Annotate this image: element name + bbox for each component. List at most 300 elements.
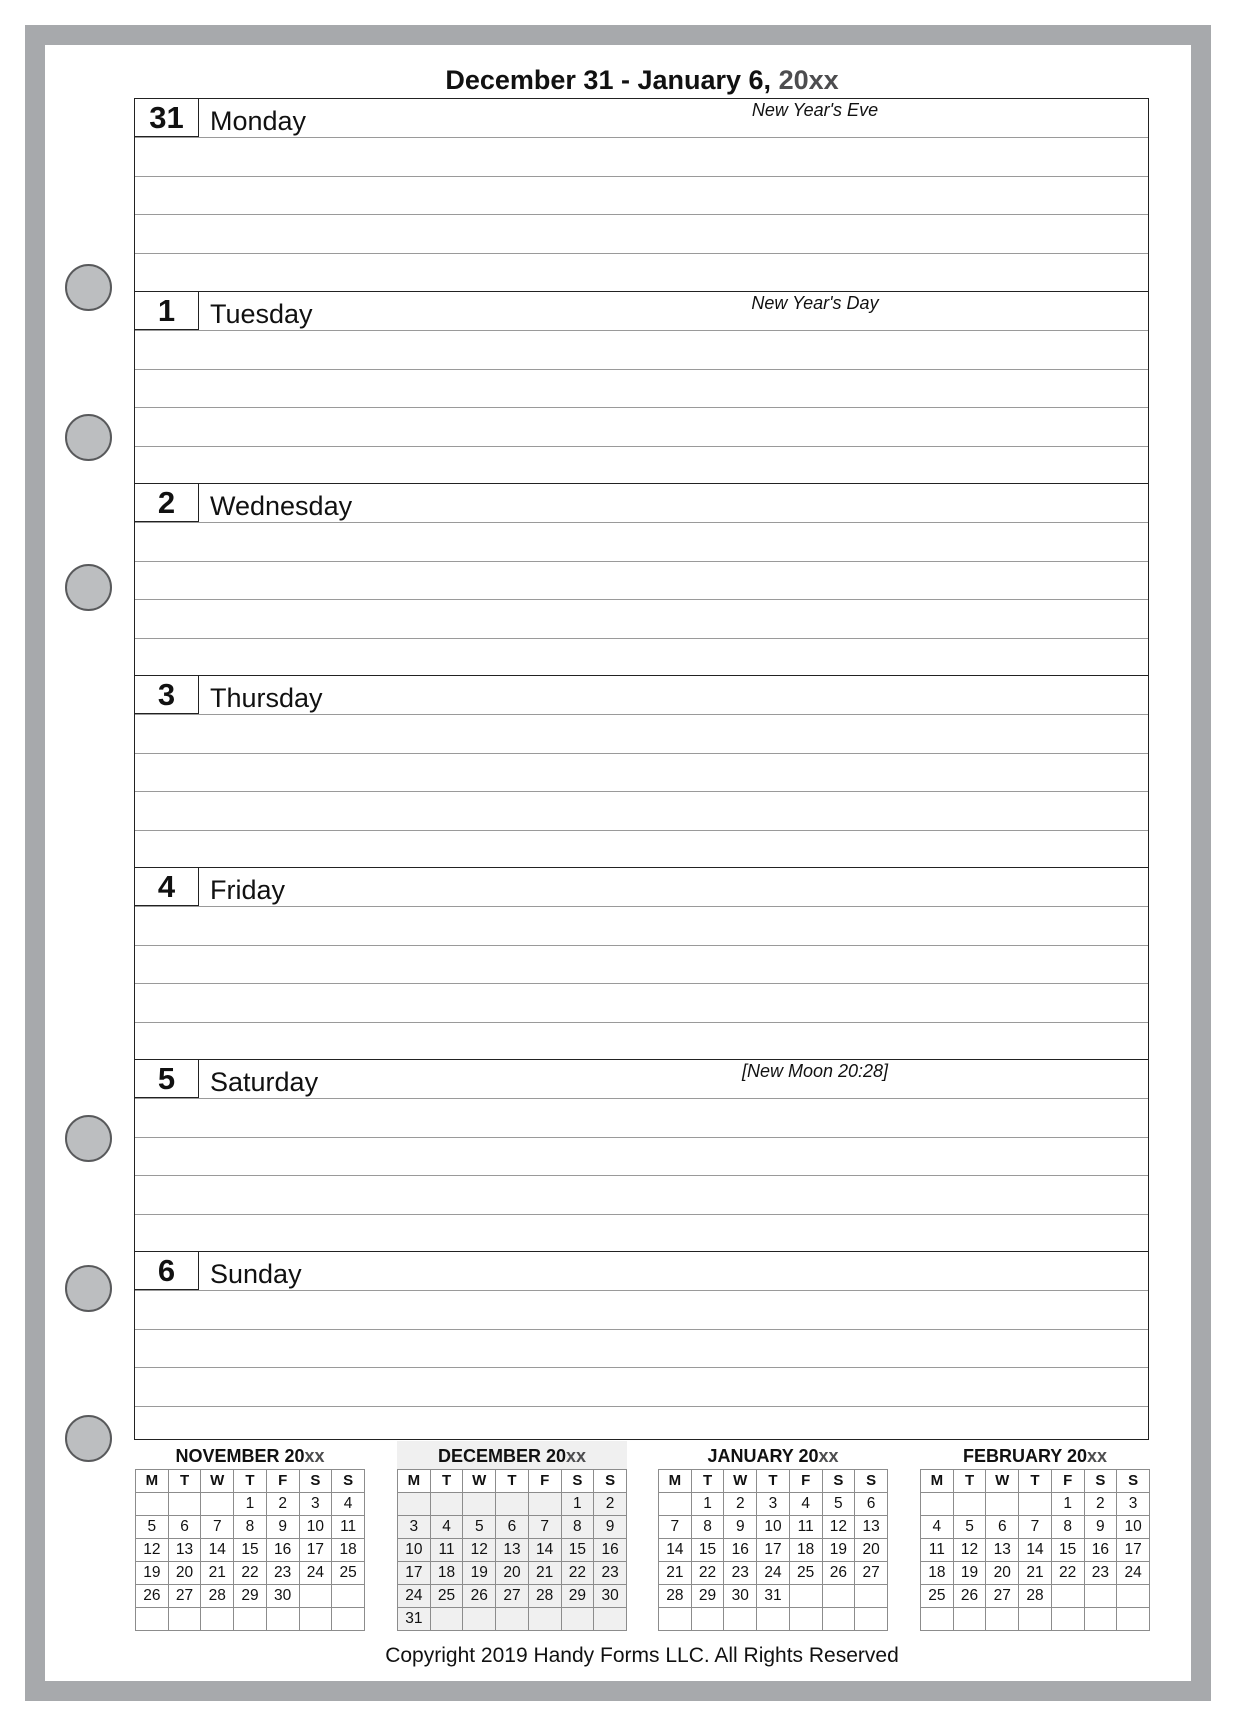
day-number: 5	[135, 1060, 199, 1098]
weekday-header: W	[201, 1470, 234, 1493]
day-section	[135, 291, 1148, 483]
calendar-date-cell: 7	[1019, 1516, 1052, 1539]
calendar-date-cell	[659, 1493, 692, 1516]
day-header	[135, 99, 1148, 137]
calendar-date-cell: 30	[594, 1585, 627, 1608]
weekday-header: S	[855, 1470, 888, 1493]
calendar-date-cell: 12	[822, 1516, 855, 1539]
mini-calendar-january	[658, 1441, 888, 1631]
calendar-date-cell: 16	[594, 1539, 627, 1562]
mini-calendar-title	[135, 1441, 365, 1469]
calendar-date-cell: 4	[430, 1516, 463, 1539]
calendar-date-cell: 4	[921, 1516, 954, 1539]
calendar-date-cell: 16	[1084, 1539, 1117, 1562]
day-number: 4	[135, 868, 199, 906]
calendar-date-cell: 24	[1117, 1562, 1150, 1585]
calendar-date-cell	[822, 1608, 855, 1631]
mini-calendar-year: xx	[1087, 1446, 1108, 1466]
calendar-date-cell: 24	[757, 1562, 790, 1585]
mini-calendar-title	[920, 1441, 1150, 1469]
writing-line[interactable]	[135, 1214, 1148, 1215]
calendar-date-cell: 13	[496, 1539, 529, 1562]
calendar-date-cell	[1117, 1608, 1150, 1631]
weekday-header: T	[757, 1470, 790, 1493]
calendar-date-cell	[986, 1608, 1019, 1631]
calendar-date-cell: 2	[594, 1493, 627, 1516]
calendar-date-cell: 1	[561, 1493, 594, 1516]
calendar-date-cell	[201, 1493, 234, 1516]
week-row	[659, 1516, 888, 1539]
binder-hole	[65, 1265, 112, 1312]
writing-line[interactable]	[135, 753, 1148, 754]
page-title	[135, 64, 1149, 96]
writing-line[interactable]	[135, 638, 1148, 639]
calendar-date-cell	[594, 1608, 627, 1631]
day-name: Saturday	[210, 1067, 319, 1097]
calendar-date-cell: 18	[430, 1562, 463, 1585]
writing-line[interactable]	[135, 945, 1148, 946]
calendar-date-cell	[168, 1608, 201, 1631]
day-number: 1	[135, 292, 199, 330]
day-name: Thursday	[210, 683, 323, 713]
calendar-date-cell	[921, 1493, 954, 1516]
writing-line[interactable]	[135, 253, 1148, 254]
binder-hole	[65, 1115, 112, 1162]
calendar-date-cell: 24	[299, 1562, 332, 1585]
calendar-date-cell	[921, 1608, 954, 1631]
day-name: Tuesday	[210, 299, 313, 329]
calendar-date-cell: 31	[757, 1585, 790, 1608]
weekday-header: T	[496, 1470, 529, 1493]
calendar-date-cell: 28	[659, 1585, 692, 1608]
calendar-date-cell	[496, 1608, 529, 1631]
weekday-header: S	[561, 1470, 594, 1493]
weekday-header: F	[1051, 1470, 1084, 1493]
day-section	[135, 483, 1148, 675]
calendar-date-cell: 27	[986, 1585, 1019, 1608]
calendar-date-cell: 8	[691, 1516, 724, 1539]
week-row	[398, 1562, 627, 1585]
calendar-date-cell: 11	[332, 1516, 365, 1539]
calendar-date-cell: 17	[299, 1539, 332, 1562]
weekday-header: T	[234, 1470, 267, 1493]
calendar-date-cell: 10	[757, 1516, 790, 1539]
calendar-date-cell: 8	[1051, 1516, 1084, 1539]
calendar-date-cell: 15	[561, 1539, 594, 1562]
calendar-date-cell: 9	[724, 1516, 757, 1539]
writing-line[interactable]	[135, 446, 1148, 447]
calendar-date-cell: 21	[528, 1562, 561, 1585]
writing-line[interactable]	[135, 407, 1148, 408]
calendar-date-cell	[953, 1493, 986, 1516]
writing-line[interactable]	[135, 369, 1148, 370]
binder-hole	[65, 264, 112, 311]
calendar-date-cell: 29	[691, 1585, 724, 1608]
calendar-date-cell: 12	[136, 1539, 169, 1562]
weekday-header: W	[986, 1470, 1019, 1493]
calendar-date-cell: 6	[855, 1493, 888, 1516]
writing-line[interactable]	[135, 791, 1148, 792]
calendar-date-cell: 27	[496, 1585, 529, 1608]
mini-calendar-title	[397, 1441, 627, 1469]
day-number: 6	[135, 1252, 199, 1290]
weekday-header: T	[168, 1470, 201, 1493]
week-row	[921, 1585, 1150, 1608]
week-row	[136, 1585, 365, 1608]
calendar-date-cell	[136, 1608, 169, 1631]
calendar-date-cell: 14	[201, 1539, 234, 1562]
calendar-date-cell: 17	[757, 1539, 790, 1562]
day-number: 2	[135, 484, 199, 522]
calendar-date-cell	[691, 1608, 724, 1631]
writing-line[interactable]	[135, 561, 1148, 562]
calendar-date-cell: 2	[724, 1493, 757, 1516]
writing-line[interactable]	[135, 714, 1148, 715]
calendar-date-cell	[496, 1493, 529, 1516]
calendar-date-cell: 1	[1051, 1493, 1084, 1516]
calendar-date-cell	[463, 1608, 496, 1631]
week-row	[921, 1539, 1150, 1562]
calendar-date-cell: 17	[398, 1562, 431, 1585]
calendar-date-cell: 18	[921, 1562, 954, 1585]
calendar-date-cell: 21	[659, 1562, 692, 1585]
calendar-date-cell: 9	[1084, 1516, 1117, 1539]
calendar-date-cell	[1051, 1585, 1084, 1608]
calendar-date-cell: 20	[168, 1562, 201, 1585]
calendar-date-cell: 3	[299, 1493, 332, 1516]
week-row	[921, 1493, 1150, 1516]
calendar-date-cell: 30	[266, 1585, 299, 1608]
mini-calendar-grid	[920, 1469, 1150, 1631]
mini-calendar-december	[397, 1441, 627, 1631]
writing-line[interactable]	[135, 1406, 1148, 1407]
calendar-date-cell: 27	[855, 1562, 888, 1585]
calendar-date-cell	[430, 1493, 463, 1516]
calendar-date-cell: 11	[789, 1516, 822, 1539]
week-row	[398, 1539, 627, 1562]
calendar-date-cell: 20	[496, 1562, 529, 1585]
day-name: Wednesday	[210, 491, 353, 521]
mini-calendar-grid	[658, 1469, 888, 1631]
writing-line[interactable]	[135, 830, 1148, 831]
day-note: [New Moon 20:28]	[741, 1061, 889, 1081]
calendar-date-cell: 25	[332, 1562, 365, 1585]
calendar-date-cell	[430, 1608, 463, 1631]
day-note: New Year's Day	[751, 293, 879, 313]
weekday-header: F	[266, 1470, 299, 1493]
calendar-date-cell: 12	[953, 1539, 986, 1562]
calendar-date-cell: 2	[266, 1493, 299, 1516]
calendar-date-cell: 23	[266, 1562, 299, 1585]
week-row	[136, 1493, 365, 1516]
calendar-date-cell: 20	[855, 1539, 888, 1562]
week-row	[136, 1562, 365, 1585]
day-section	[135, 1251, 1148, 1443]
calendar-date-cell: 7	[528, 1516, 561, 1539]
writing-line[interactable]	[135, 906, 1148, 907]
calendar-date-cell: 28	[201, 1585, 234, 1608]
calendar-date-cell: 22	[1051, 1562, 1084, 1585]
weekday-header: M	[659, 1470, 692, 1493]
calendar-date-cell: 5	[463, 1516, 496, 1539]
mini-calendar-year: xx	[304, 1446, 325, 1466]
day-header	[135, 484, 1148, 522]
calendar-date-cell: 12	[463, 1539, 496, 1562]
calendar-date-cell	[1084, 1608, 1117, 1631]
week-row	[659, 1539, 888, 1562]
calendar-date-cell: 6	[496, 1516, 529, 1539]
calendar-date-cell	[234, 1608, 267, 1631]
writing-line[interactable]	[135, 1329, 1148, 1330]
calendar-date-cell	[855, 1585, 888, 1608]
title-year: 20xx	[778, 65, 839, 95]
mini-calendar-title	[658, 1441, 888, 1469]
calendar-date-cell: 26	[136, 1585, 169, 1608]
calendar-date-cell: 29	[561, 1585, 594, 1608]
day-name: Monday	[210, 106, 307, 136]
day-number: 31	[135, 99, 199, 137]
calendar-date-cell	[789, 1608, 822, 1631]
calendar-date-cell: 30	[724, 1585, 757, 1608]
writing-line[interactable]	[135, 599, 1148, 600]
calendar-date-cell: 15	[234, 1539, 267, 1562]
mini-calendar-month: FEBRUARY 20	[962, 1446, 1087, 1466]
calendar-date-cell: 20	[986, 1562, 1019, 1585]
calendar-date-cell	[1117, 1585, 1150, 1608]
calendar-date-cell: 11	[430, 1539, 463, 1562]
day-header	[135, 1252, 1148, 1290]
calendar-date-cell: 3	[1117, 1493, 1150, 1516]
writing-line[interactable]	[135, 330, 1148, 331]
copyright-notice: Copyright 2019 Handy Forms LLC. All Rights Reserved	[385, 1644, 899, 1667]
weekday-header: T	[691, 1470, 724, 1493]
calendar-date-cell: 22	[691, 1562, 724, 1585]
weekday-header: S	[822, 1470, 855, 1493]
calendar-date-cell: 19	[463, 1562, 496, 1585]
calendar-date-cell: 4	[789, 1493, 822, 1516]
calendar-date-cell: 3	[398, 1516, 431, 1539]
calendar-date-cell: 19	[953, 1562, 986, 1585]
week-row	[921, 1608, 1150, 1631]
mini-calendar-november	[135, 1441, 365, 1631]
calendar-date-cell	[201, 1608, 234, 1631]
week-row	[136, 1539, 365, 1562]
writing-line[interactable]	[135, 1175, 1148, 1176]
calendar-date-cell: 10	[398, 1539, 431, 1562]
calendar-date-cell: 19	[136, 1562, 169, 1585]
calendar-date-cell: 18	[332, 1539, 365, 1562]
calendar-date-cell: 22	[561, 1562, 594, 1585]
writing-line[interactable]	[135, 137, 1148, 138]
calendar-date-cell: 23	[1084, 1562, 1117, 1585]
calendar-date-cell: 16	[266, 1539, 299, 1562]
weekday-header: W	[463, 1470, 496, 1493]
calendar-date-cell: 14	[659, 1539, 692, 1562]
calendar-date-cell	[1019, 1608, 1052, 1631]
day-section	[135, 1059, 1148, 1251]
calendar-date-cell	[953, 1608, 986, 1631]
calendar-date-cell: 1	[234, 1493, 267, 1516]
calendar-date-cell: 27	[168, 1585, 201, 1608]
weekday-header: M	[136, 1470, 169, 1493]
weekday-header: S	[1084, 1470, 1117, 1493]
calendar-date-cell	[168, 1493, 201, 1516]
calendar-date-cell: 2	[1084, 1493, 1117, 1516]
week-row	[398, 1608, 627, 1631]
calendar-date-cell	[986, 1493, 1019, 1516]
calendar-date-cell	[1051, 1608, 1084, 1631]
calendar-date-cell: 11	[921, 1539, 954, 1562]
writing-line[interactable]	[135, 176, 1148, 177]
calendar-date-cell	[528, 1493, 561, 1516]
calendar-date-cell: 1	[691, 1493, 724, 1516]
day-header	[135, 868, 1148, 906]
mini-calendar-month: NOVEMBER 20	[175, 1446, 305, 1466]
calendar-date-cell	[1019, 1493, 1052, 1516]
calendar-date-cell: 21	[1019, 1562, 1052, 1585]
weekday-header: S	[594, 1470, 627, 1493]
calendar-date-cell: 10	[1117, 1516, 1150, 1539]
writing-line[interactable]	[135, 1367, 1148, 1368]
writing-line[interactable]	[135, 522, 1148, 523]
weekday-header: S	[1117, 1470, 1150, 1493]
day-name: Friday	[210, 875, 286, 905]
calendar-date-cell: 28	[528, 1585, 561, 1608]
binder-hole	[65, 414, 112, 461]
week-row	[659, 1585, 888, 1608]
calendar-date-cell	[528, 1608, 561, 1631]
calendar-date-cell: 23	[594, 1562, 627, 1585]
day-section	[135, 675, 1148, 867]
calendar-date-cell: 14	[528, 1539, 561, 1562]
calendar-date-cell	[332, 1585, 365, 1608]
binder-hole	[65, 1415, 112, 1462]
binder-hole	[65, 564, 112, 611]
week-row	[136, 1516, 365, 1539]
weekday-header: F	[789, 1470, 822, 1493]
week-row	[921, 1562, 1150, 1585]
calendar-date-cell	[136, 1493, 169, 1516]
calendar-date-cell: 26	[463, 1585, 496, 1608]
calendar-date-cell	[789, 1585, 822, 1608]
mini-calendar-year: xx	[566, 1446, 587, 1466]
calendar-date-cell: 9	[594, 1516, 627, 1539]
week-row	[398, 1516, 627, 1539]
calendar-date-cell: 13	[168, 1539, 201, 1562]
calendar-date-cell	[266, 1608, 299, 1631]
calendar-date-cell: 4	[332, 1493, 365, 1516]
mini-calendar-grid	[135, 1469, 365, 1631]
calendar-date-cell	[757, 1608, 790, 1631]
calendar-date-cell	[332, 1608, 365, 1631]
calendar-date-cell: 24	[398, 1585, 431, 1608]
weekday-header: M	[921, 1470, 954, 1493]
weekday-header: F	[528, 1470, 561, 1493]
calendar-date-cell: 18	[789, 1539, 822, 1562]
calendar-date-cell: 28	[1019, 1585, 1052, 1608]
weekday-header: M	[398, 1470, 431, 1493]
calendar-date-cell: 14	[1019, 1539, 1052, 1562]
weekly-planner-grid	[134, 98, 1149, 1440]
writing-line[interactable]	[135, 214, 1148, 215]
calendar-date-cell: 26	[822, 1562, 855, 1585]
title-range: December 31 - January 6,	[445, 65, 772, 95]
mini-calendar-month: DECEMBER 20	[437, 1446, 566, 1466]
calendar-date-cell: 13	[986, 1539, 1019, 1562]
calendar-date-cell: 16	[724, 1539, 757, 1562]
day-header	[135, 292, 1148, 330]
mini-calendar-february	[920, 1441, 1150, 1631]
calendar-date-cell: 22	[234, 1562, 267, 1585]
calendar-date-cell: 6	[986, 1516, 1019, 1539]
calendar-date-cell: 31	[398, 1608, 431, 1631]
week-row	[398, 1585, 627, 1608]
calendar-date-cell	[463, 1493, 496, 1516]
weekday-header: S	[299, 1470, 332, 1493]
weekday-header: T	[1019, 1470, 1052, 1493]
calendar-date-cell	[299, 1585, 332, 1608]
calendar-date-cell: 17	[1117, 1539, 1150, 1562]
weekday-header: W	[724, 1470, 757, 1493]
calendar-date-cell: 26	[953, 1585, 986, 1608]
calendar-date-cell: 7	[659, 1516, 692, 1539]
calendar-date-cell: 25	[430, 1585, 463, 1608]
week-row	[659, 1608, 888, 1631]
calendar-date-cell: 10	[299, 1516, 332, 1539]
writing-line[interactable]	[135, 1290, 1148, 1291]
week-row	[921, 1516, 1150, 1539]
mini-calendar-month: JANUARY 20	[707, 1446, 819, 1466]
calendar-date-cell: 5	[136, 1516, 169, 1539]
day-section	[135, 99, 1148, 291]
calendar-date-cell	[724, 1608, 757, 1631]
calendar-date-cell: 15	[1051, 1539, 1084, 1562]
calendar-date-cell	[398, 1493, 431, 1516]
calendar-date-cell: 5	[953, 1516, 986, 1539]
calendar-date-cell: 25	[921, 1585, 954, 1608]
weekday-header: S	[332, 1470, 365, 1493]
week-row	[398, 1493, 627, 1516]
calendar-date-cell	[855, 1608, 888, 1631]
calendar-date-cell: 21	[201, 1562, 234, 1585]
calendar-date-cell: 8	[561, 1516, 594, 1539]
day-number: 3	[135, 676, 199, 714]
weekday-header: T	[430, 1470, 463, 1493]
calendar-date-cell: 29	[234, 1585, 267, 1608]
writing-line[interactable]	[135, 1022, 1148, 1023]
day-header	[135, 1060, 1148, 1098]
mini-calendar-grid	[397, 1469, 627, 1631]
calendar-date-cell: 3	[757, 1493, 790, 1516]
calendar-date-cell	[659, 1608, 692, 1631]
day-note: New Year's Eve	[751, 100, 879, 120]
calendar-date-cell: 13	[855, 1516, 888, 1539]
writing-line[interactable]	[135, 983, 1148, 984]
calendar-date-cell: 7	[201, 1516, 234, 1539]
day-header	[135, 676, 1148, 714]
week-row	[659, 1562, 888, 1585]
writing-line[interactable]	[135, 1098, 1148, 1099]
calendar-date-cell: 19	[822, 1539, 855, 1562]
calendar-date-cell: 15	[691, 1539, 724, 1562]
calendar-date-cell	[299, 1608, 332, 1631]
writing-line[interactable]	[135, 1137, 1148, 1138]
calendar-date-cell: 8	[234, 1516, 267, 1539]
mini-calendar-year: xx	[818, 1446, 839, 1466]
calendar-date-cell: 9	[266, 1516, 299, 1539]
calendar-date-cell: 25	[789, 1562, 822, 1585]
calendar-date-cell: 5	[822, 1493, 855, 1516]
